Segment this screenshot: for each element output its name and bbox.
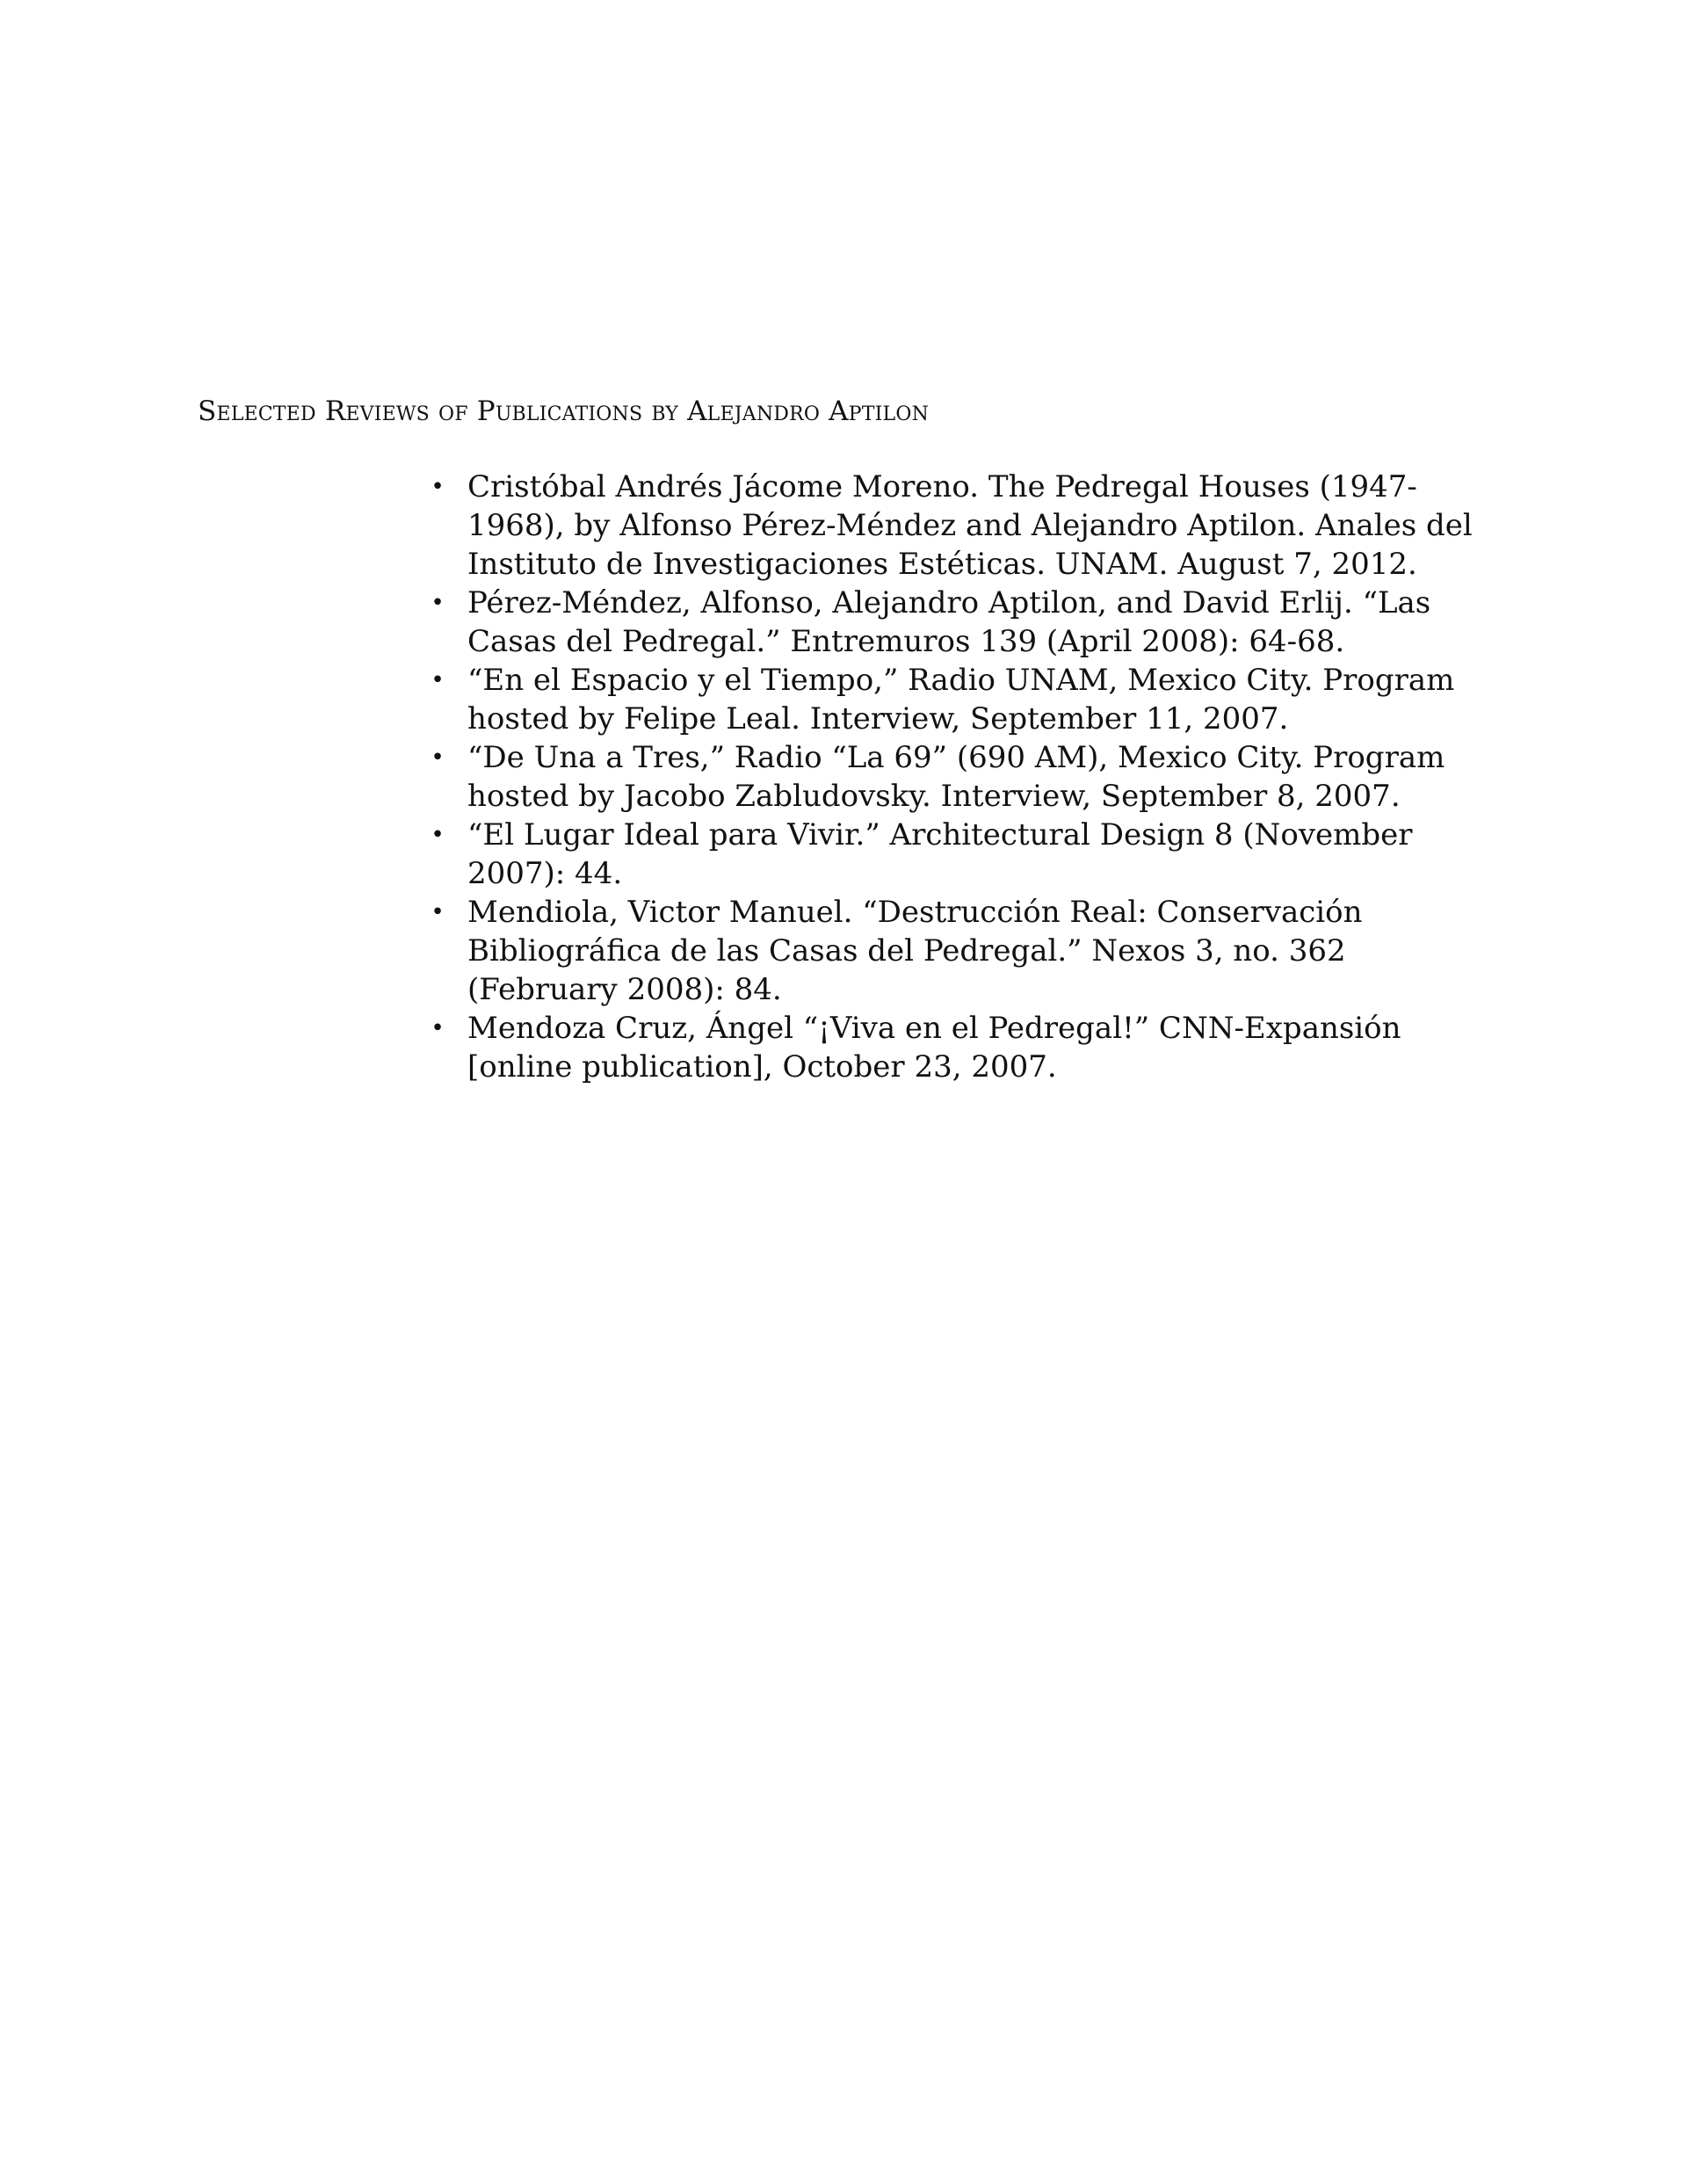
- review-citation: “De Una a Tres,” Radio “La 69” (690 AM), Mexico City. Program hosted by Jacobo Zabludovsky. Interview, September 8, 2007.: [467, 740, 1445, 814]
- list-item: [429, 468, 1483, 584]
- bullet-icon: •: [431, 822, 445, 848]
- list-item: [429, 1009, 1483, 1086]
- bullet-icon: •: [431, 474, 445, 500]
- review-citation: Mendiola, Victor Manuel. “Destrucción Real: Conservación Bibliográfica de las Casas del Pedregal.” Nexos 3, no. 362 (February 2008): 84.: [467, 895, 1363, 1007]
- list-item: [429, 661, 1483, 738]
- bullet-icon: •: [431, 899, 445, 925]
- review-citation: Pérez-Méndez, Alfonso, Alejandro Aptilon, and David Erlij. “Las Casas del Pedregal.” Entremuros 139 (April 2008): 64-68.: [467, 585, 1431, 659]
- review-citation: “El Lugar Ideal para Vivir.” Architectural Design 8 (November 2007): 44.: [467, 817, 1413, 891]
- bullet-icon: •: [431, 590, 445, 616]
- reviews-list: [429, 468, 1483, 1086]
- bullet-icon: •: [431, 1015, 445, 1041]
- list-item: [429, 816, 1483, 893]
- page-title: Selected Reviews of Publications by Alejandro Aptilon: [198, 395, 930, 427]
- review-citation: Mendoza Cruz, Ángel “¡Viva en el Pedregal!” CNN-Expansión [online publication], October 23, 2007.: [467, 1011, 1401, 1085]
- bullet-icon: •: [431, 744, 445, 771]
- review-citation: “En el Espacio y el Tiempo,” Radio UNAM, Mexico City. Program hosted by Felipe Leal. Interview, September 11, 2007.: [467, 663, 1455, 736]
- list-item: [429, 738, 1483, 816]
- list-item: [429, 893, 1483, 1009]
- bullet-icon: •: [431, 667, 445, 693]
- review-citation: Cristóbal Andrés Jácome Moreno. The Pedregal Houses (1947-1968), by Alfonso Pérez-Méndez and Alejandro Aptilon. Anales del Instituto de Investigaciones Estéticas. UNAM. August 7, 2012.: [467, 469, 1473, 582]
- list-item: [429, 584, 1483, 661]
